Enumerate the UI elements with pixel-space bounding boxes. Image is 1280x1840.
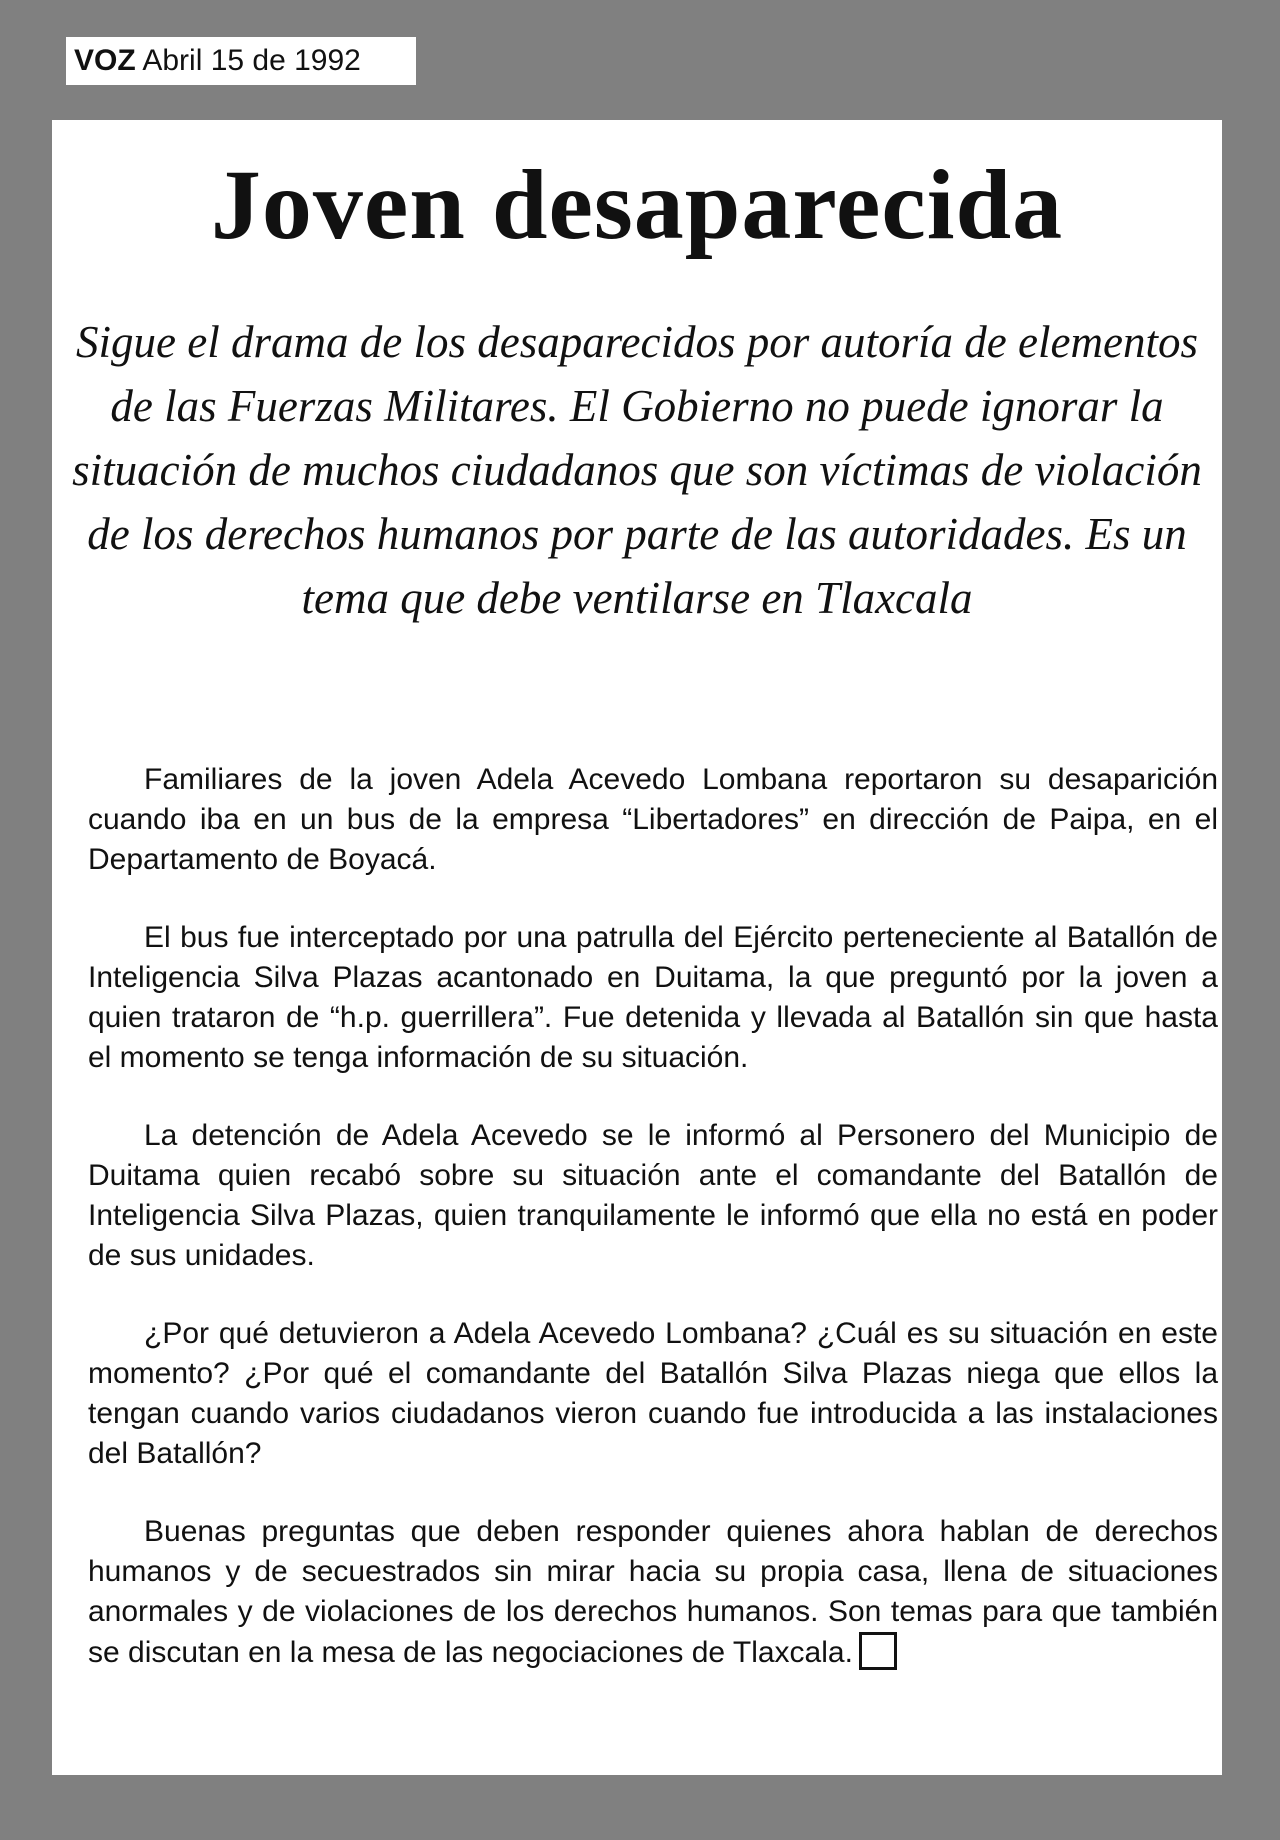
article-deck: Sigue el drama de los desaparecidos por autoría de elementos de las Fuerzas Militares. El Gobierno no puede ignorar la situación de muchos ciudadanos que son víctimas de violación de los derechos humanos por parte de las autoridades. Es un tema que debe ventilarse en Tlaxcala (72, 317, 1202, 623)
end-of-article-box-icon (859, 1632, 897, 1670)
article-body (88, 760, 1218, 1711)
paragraph: Familiares de la joven Adela Acevedo Lombana reportaron su desaparición cuando iba en un bus de la empresa “Libertadores” en dirección de Paipa, en el Departamento de Boyacá. (88, 763, 1218, 876)
publication-name: VOZ (74, 44, 136, 77)
headline: Joven desaparecida (210, 149, 1064, 260)
newspaper-clipping (52, 120, 1222, 1775)
paragraph: La detención de Adela Acevedo se le informó al Personero del Municipio de Duitama quien recabó sobre su situación ante el comandante del Batallón de Inteligencia Silva Plazas, quien tranquilamente le informó que ella no está en poder de sus unidades. (88, 1119, 1218, 1272)
paragraph-text: Buenas preguntas que deben responder quienes ahora hablan de derechos humanos y de secuestrados sin mirar hacia su propia casa, llena de situaciones anormales y de violaciones de los derechos humanos. Son temas para que también se discutan en la mesa de las negociaciones de Tlaxcala. (88, 1515, 1218, 1669)
paragraph: El bus fue interceptado por una patrulla del Ejército perteneciente al Batallón de Inteligencia Silva Plazas acantonado en Duitama, la que preguntó por la joven a quien trataron de “h.p. guerrillera”. Fue detenida y llevada al Batallón sin que hasta el momento se tenga información de su situación. (88, 921, 1218, 1074)
source-label (66, 37, 416, 85)
publication-date: Abril 15 de 1992 (142, 44, 361, 77)
last-paragraph (88, 1512, 1218, 1673)
paragraph: ¿Por qué detuvieron a Adela Acevedo Lombana? ¿Cuál es su situación en este momento? ¿Por qué el comandante del Batallón Silva Plazas niega que ellos la tengan cuando varios ciudadanos vieron cuando fue introducida a las instalaciones del Batallón? (88, 1317, 1218, 1470)
